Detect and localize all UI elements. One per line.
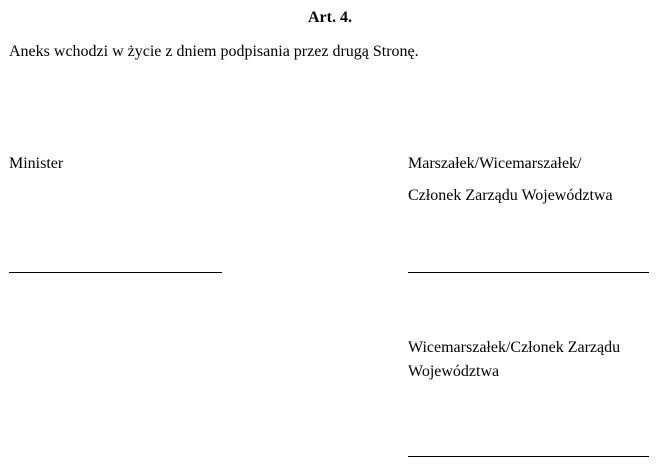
- signatory-minister-name: Minister: [9, 155, 64, 172]
- signatory-marshal-label: [408, 150, 613, 210]
- signatory-marshal-line2: Członek Zarządu Województwa: [408, 187, 613, 204]
- signature-line-minister: [9, 272, 222, 273]
- signatory-vice-marshal-label: [408, 336, 620, 384]
- signature-line-marshal: [408, 272, 649, 273]
- signatory-minister-label: [9, 150, 63, 178]
- article-heading: Art. 4.: [308, 9, 352, 26]
- signatory-vice-marshal-line1: Wicemarszałek/Członek Zarządu: [408, 339, 621, 356]
- signatory-vice-marshal-line2: Województwa: [408, 363, 500, 380]
- article-text: Aneks wchodzi w życie z dniem podpisania przez drugą Stronę.: [9, 43, 419, 60]
- signatory-marshal-line1: Marszałek/Wicemarszałek/: [408, 155, 582, 172]
- signature-line-vice-marshal: [408, 456, 649, 457]
